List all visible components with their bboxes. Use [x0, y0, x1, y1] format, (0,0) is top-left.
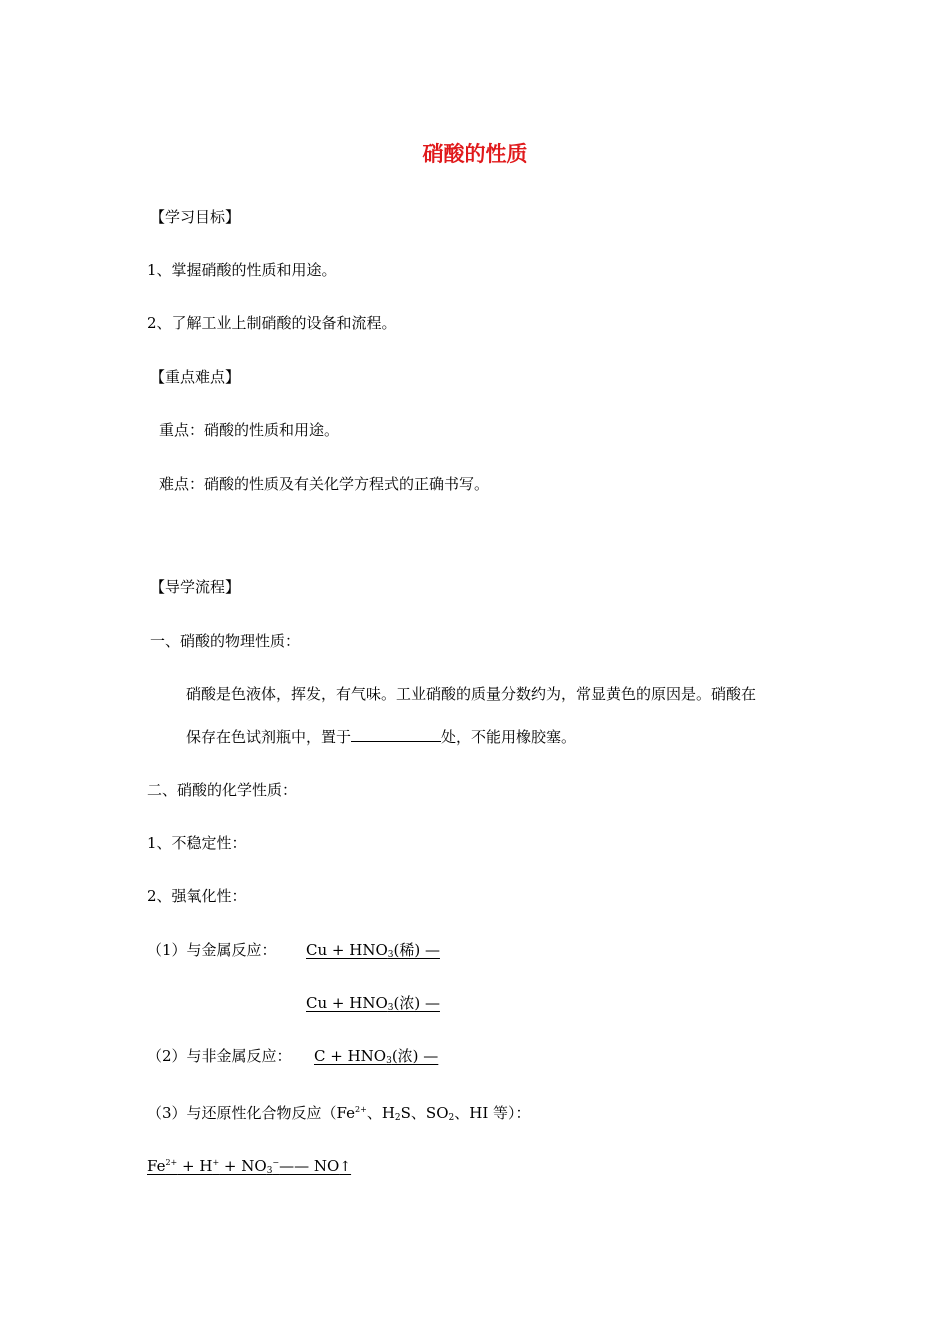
- para-line2-start: 保存在色试剂瓶中，置于: [186, 728, 352, 746]
- page-title: 硝酸的性质: [422, 142, 528, 166]
- objectives-heading: 【学习目标】: [150, 208, 241, 226]
- item-instability: 1、不稳定性：: [147, 834, 247, 852]
- reaction1-label: （1）与金属反应：: [147, 941, 277, 959]
- section1-paragraph-line2: [186, 727, 576, 747]
- para-line2-end: 处，不能用橡胶塞。: [441, 728, 577, 746]
- reaction3-label: （3）与还原性化合物反应（$Fe^{2+}$、$H_2S$、$SO_2$、HI 等）：: [147, 1104, 531, 1123]
- section2-title: 二、硝酸的化学性质：: [147, 781, 298, 799]
- focus-point: 重点：硝酸的性质和用途。: [159, 421, 340, 439]
- objective-item-2: 2、了解工业上制硝酸的设备和流程。: [147, 314, 397, 332]
- reaction-cu-concentrated: $Cu + HNO_3$(浓) —: [306, 994, 440, 1013]
- item-strong-oxidation: 2、强氧化性：: [147, 887, 247, 905]
- ionic-equation: $Fe^{2+} + H^+$ + $NO_3^-——$ NO↑: [147, 1157, 352, 1176]
- reaction2-label: （2）与非金属反应：: [147, 1047, 292, 1065]
- fill-blank[interactable]: [351, 740, 441, 742]
- difficulty-point: 难点：硝酸的性质及有关化学方程式的正确书写。: [159, 475, 490, 493]
- objective-item-1: 1、掌握硝酸的性质和用途。: [147, 261, 337, 279]
- reaction-carbon: $C + HNO_3$(浓) —: [314, 1047, 439, 1066]
- reaction-cu-dilute: $Cu + HNO_3$(稀) —: [306, 941, 440, 960]
- key-points-heading: 【重点难点】: [150, 368, 241, 386]
- guide-heading: 【导学流程】: [150, 578, 241, 596]
- section1-paragraph-line1: 硝酸是色液体，挥发，有气味。工业硝酸的质量分数约为，常显黄色的原因是。硝酸在: [186, 685, 757, 703]
- section1-title: 一、硝酸的物理性质：: [150, 632, 301, 650]
- gas-arrow-icon: ↑: [339, 1159, 352, 1175]
